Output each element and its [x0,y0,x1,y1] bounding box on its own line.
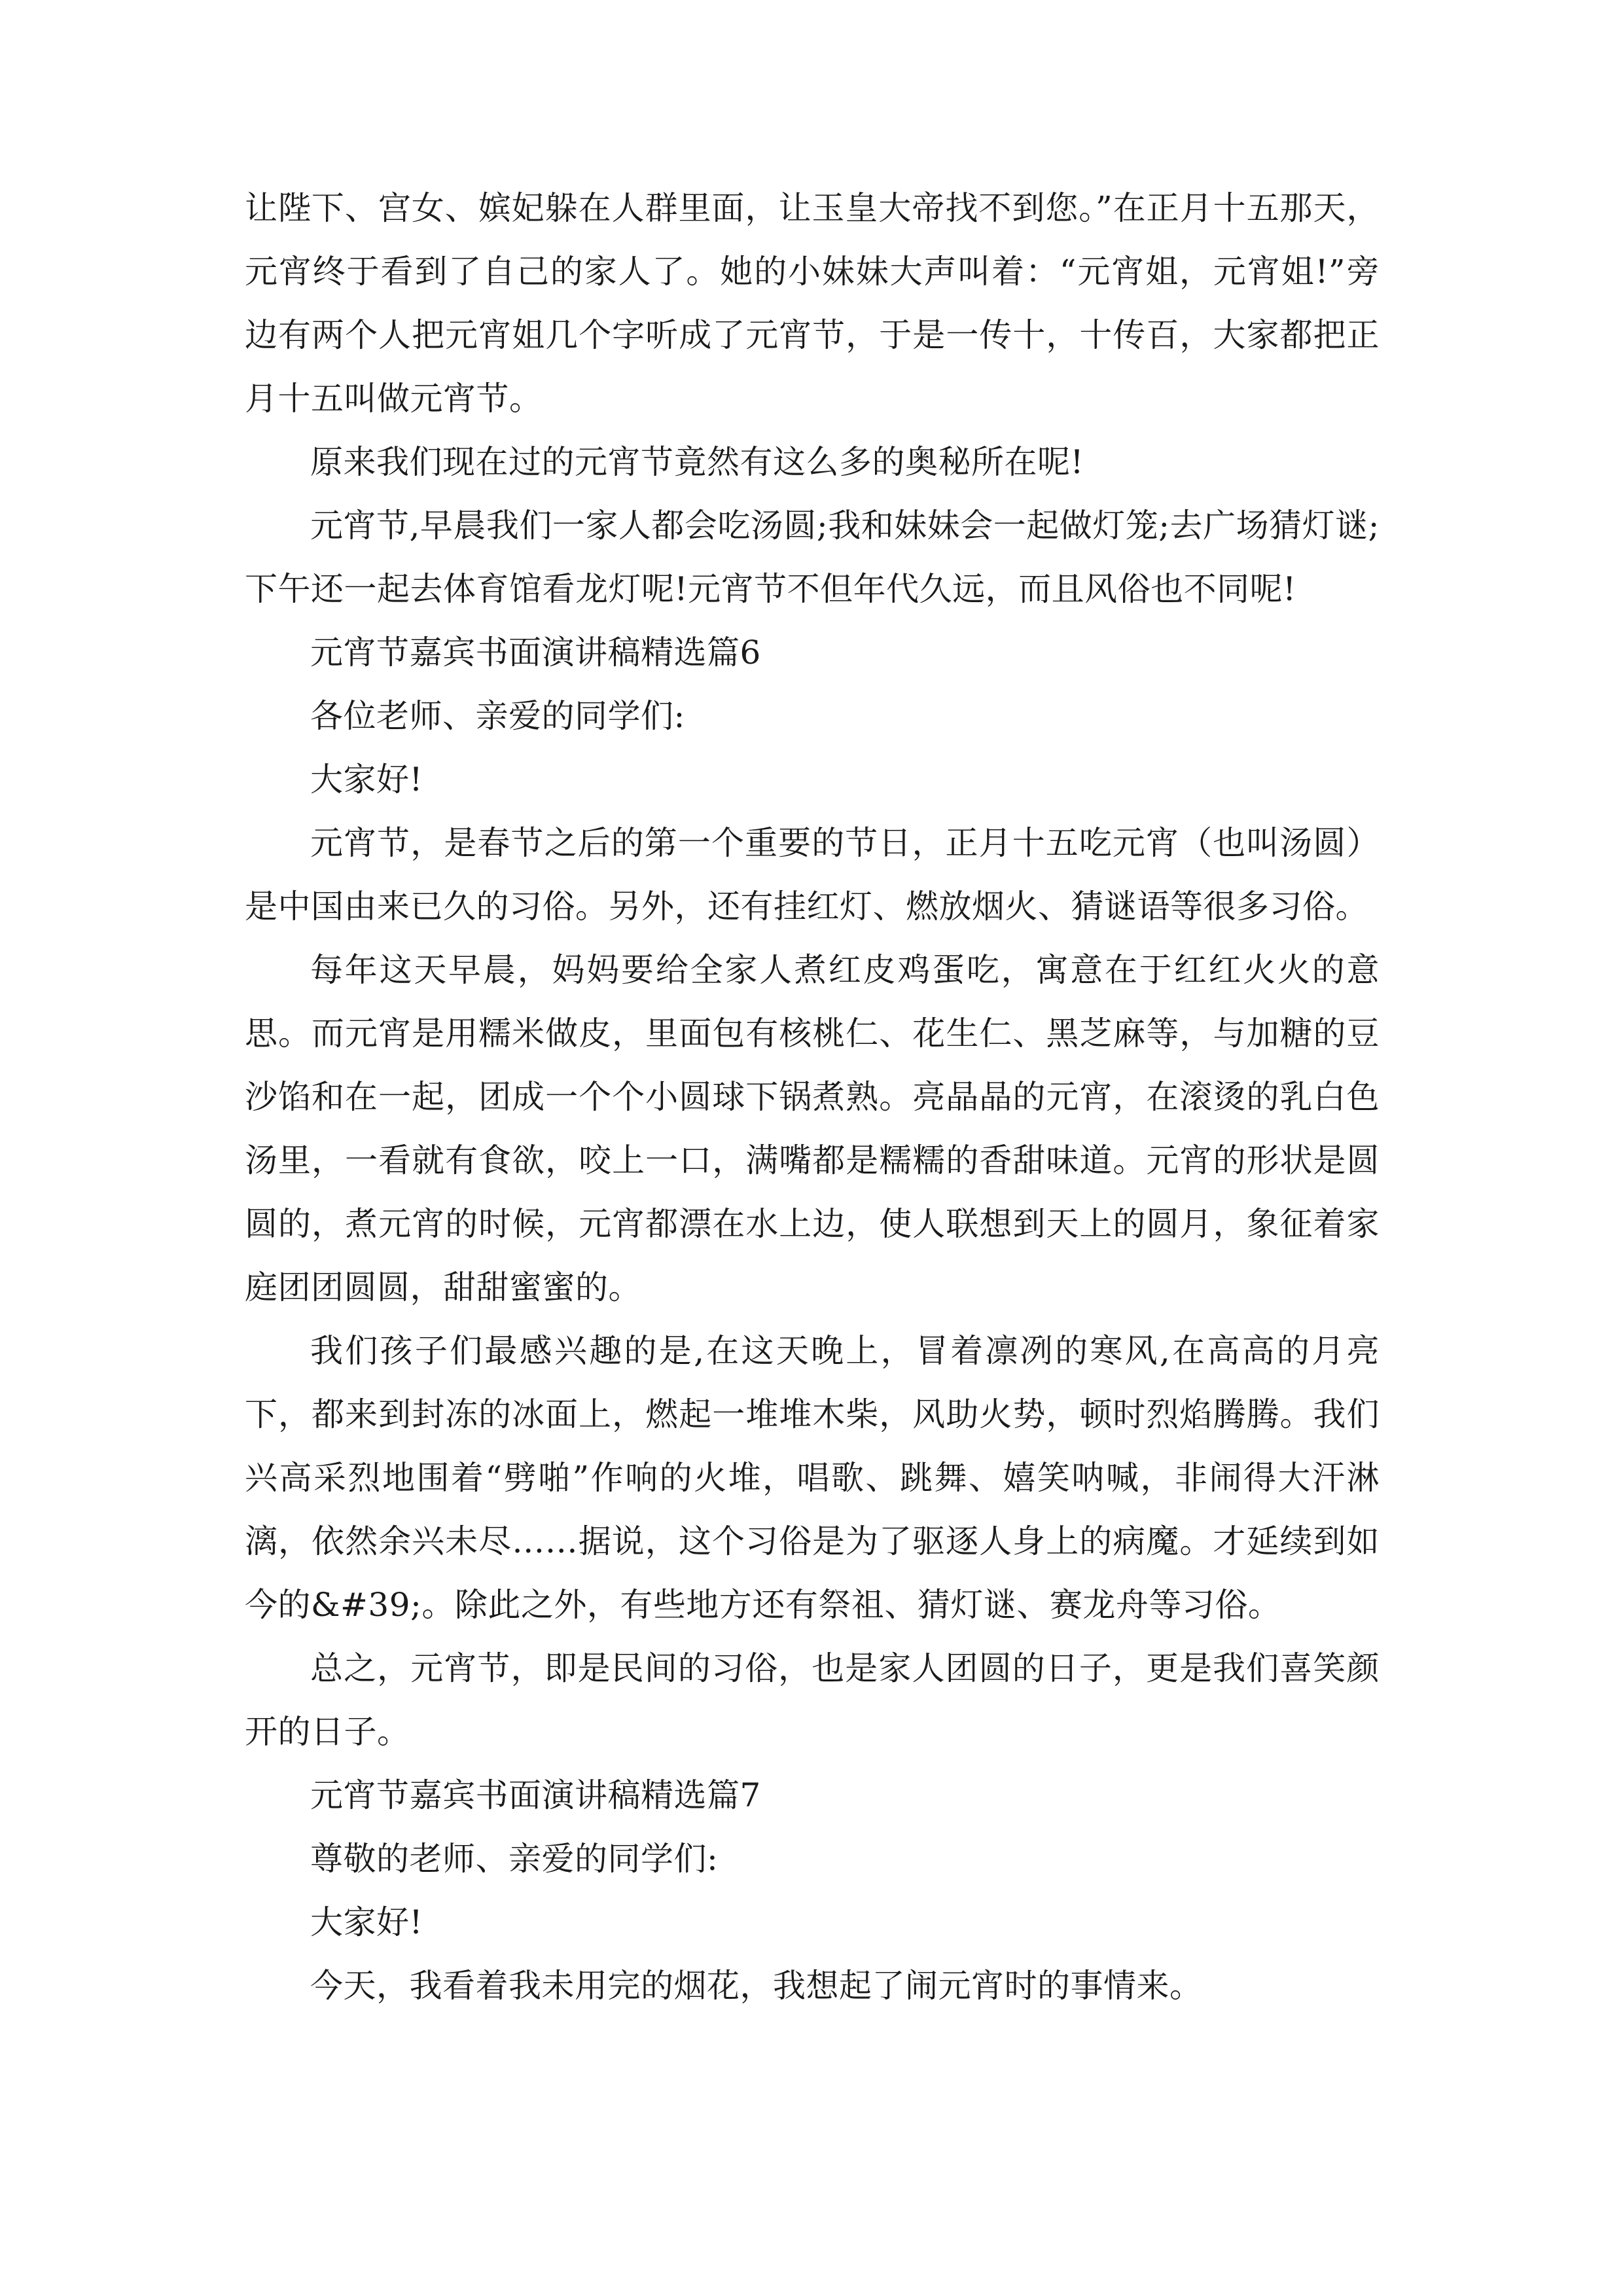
section-heading: 元宵节嘉宾书面演讲稿精选篇6 [310,634,761,672]
paragraph: 元宵节，是春节之后的第一个重要的节日，正月十五吃元宵（也叫汤圆）是中国由来已久的习俗。另外，还有挂红灯、燃放烟火、猜谜语等很多习俗。 [245,824,1380,925]
salutation: 尊敬的老师、亲爱的同学们: [310,1840,719,1878]
salutation: 各位老师、亲爱的同学们: [310,697,685,735]
paragraph: 元宵节,早晨我们一家人都会吃汤圆;我和妹妹会一起做灯笼;去广场猜灯谜;下午还一起去体育馆看龙灯呢!元宵节不但年代久远，而且风俗也不同呢! [245,507,1380,608]
paragraph: 原来我们现在过的元宵节竟然有这么多的奥秘所在呢! [310,443,1084,481]
section-heading: 元宵节嘉宾书面演讲稿精选篇7 [310,1776,761,1814]
greeting: 大家好! [310,761,423,798]
paragraph: 今天，我看着我未用完的烟花，我想起了闹元宵时的事情来。 [310,1967,1203,2005]
paragraph: 我们孩子们最感兴趣的是,在这天晚上，冒着凛冽的寒风,在高高的月亮下，都来到封冻的冰面上，燃起一堆堆木柴，风助火势，顿时烈焰腾腾。我们兴高采烈地围着“劈啪”作响的火堆，唱歌、跳舞、嬉笑呐喊，非闹得大汗淋漓，依然余兴未尽……据说，这个习俗是为了驱逐人身上的病魔。才延续到如今的&#39;。除此之外，有些地方还有祭祖、猜灯谜、赛龙舟等习俗。 [245,1332,1380,1624]
greeting: 大家好! [310,1903,423,1941]
paragraph: 每年这天早晨，妈妈要给全家人煮红皮鸡蛋吃，寓意在于红红火火的意思。而元宵是用糯米做皮，里面包有核桃仁、花生仁、黑芝麻等，与加糖的豆沙馅和在一起，团成一个个小圆球下锅煮熟。亮晶晶的元宵，在滚烫的乳白色汤里，一看就有食欲，咬上一口，满嘴都是糯糯的香甜味道。元宵的形状是圆圆的，煮元宵的时候，元宵都漂在水上边，使人联想到天上的圆月，象征着家庭团团圆圆，甜甜蜜蜜的。 [245,951,1380,1306]
document-body [245,177,1380,2018]
paragraph: 总之，元宵节，即是民间的习俗，也是家人团圆的日子，更是我们喜笑颜开的日子。 [245,1649,1380,1751]
paragraph: 让陛下、宫女、嫔妃躲在人群里面，让玉皇大帝找不到您。”在正月十五那天，元宵终于看到了自己的家人了。她的小妹妹大声叫着：“元宵姐，元宵姐!”旁边有两个人把元宵姐几个字听成了元宵节，于是一传十，十传百，大家都把正月十五叫做元宵节。 [245,189,1380,418]
